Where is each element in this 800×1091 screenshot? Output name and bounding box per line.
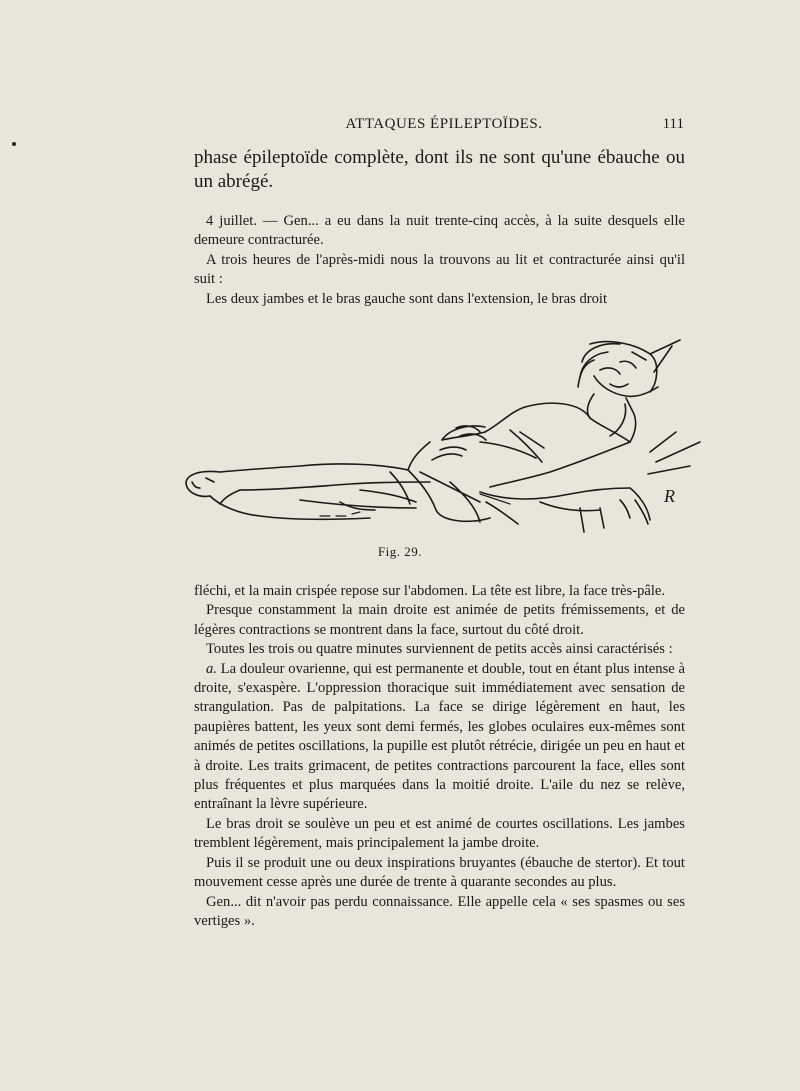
paragraph-continuation: fléchi, et la main crispée repose sur l'abdomen. La tête est libre, la face très-pâle.	[194, 583, 666, 599]
paragraph: Puis il se produit une ou deux inspirations bruyantes (ébauche de stertor). Et tout mouvement cesse après une durée de trente à quarante secondes au plus.	[194, 854, 685, 891]
margin-mark	[12, 142, 16, 146]
item-label: a.	[206, 660, 217, 677]
page-number: 111	[662, 116, 684, 132]
bottom-text-block	[194, 582, 685, 931]
paragraph-continuation: phase épileptoïde complète, dont ils ne sont qu'une ébauche ou un abrégé.	[194, 147, 685, 192]
artist-signature: R	[664, 486, 675, 506]
top-text-block	[194, 146, 685, 309]
figure-illustration	[180, 332, 710, 537]
paragraph-item-a	[194, 660, 685, 815]
running-head: ATTAQUES ÉPILEPTOÏDES.	[345, 116, 543, 132]
paragraph: Gen... dit n'avoir pas perdu connaissance. Elle appelle cela « ses spasmes ou ses vertiges ».	[194, 893, 685, 929]
paragraph: Le bras droit se soulève un peu et est animé de courtes oscillations. Les jambes tremblent légèrement, mais principalement la jambe droite.	[194, 815, 685, 852]
figure-caption-text: Fig. 29.	[377, 544, 423, 559]
figure-caption	[0, 544, 800, 560]
paragraph: Toutes les trois ou quatre minutes surviennent de petits accès ainsi caractérisés :	[206, 641, 673, 658]
paragraph: Les deux jambes et le bras gauche sont dans l'extension, le bras droit	[206, 290, 608, 307]
reclining-patient-drawing	[180, 332, 710, 537]
paragraph-date-entry: 4 juillet. — Gen... a eu dans la nuit trente-cinq accès, à la suite desquels elle demeure contracturée.	[194, 213, 685, 249]
page-header	[194, 116, 694, 138]
item-text: La douleur ovarienne, qui est permanente et double, tout en étant plus intense à droite, s'exaspère. L'oppression thoracique suit immédiatement avec sensation de strangulation. Pas de palpitations. La face se dirige légèrement en haut, les paupières battent, les yeux sont demi fermés, les globes oculaires eux-mêmes sont animés de petites oscillations, la pupille est plutôt rétrécie, dirigée un peu en haut et à droite. Les traits grimacent, de petites contractions parcourent la face, elles sont plus fréquentes et plus marquées dans la moitié droite. L'aile du nez se relève, entraînant la lèvre supérieure.	[194, 660, 685, 813]
paragraph: Presque constamment la main droite est animée de petits frémissements, et de légères contractions se montrent dans la face, surtout du côté droit.	[194, 602, 685, 638]
paragraph: A trois heures de l'après-midi nous la trouvons au lit et contracturée ainsi qu'il suit :	[194, 251, 685, 288]
